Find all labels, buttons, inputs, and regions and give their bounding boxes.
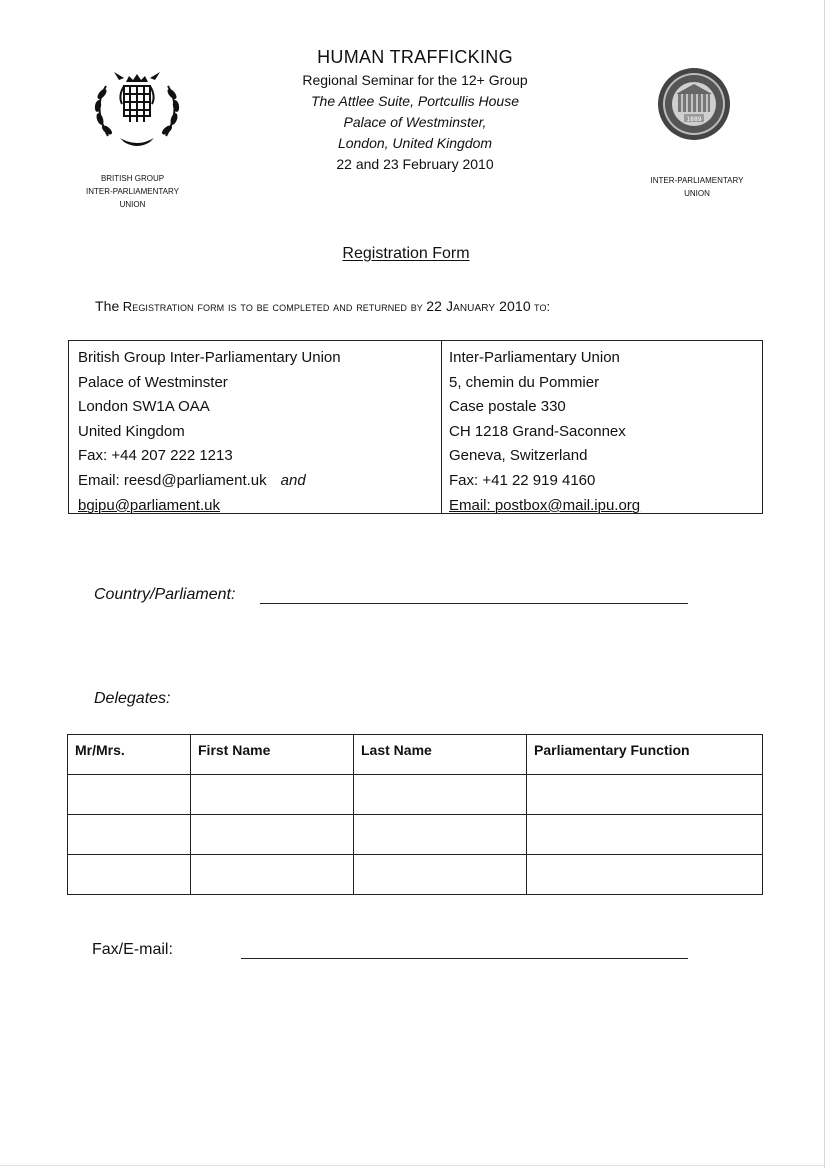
seal-year: 1889 xyxy=(686,116,702,123)
cell-function[interactable] xyxy=(527,815,763,855)
page-edge xyxy=(0,1165,825,1166)
ipu-address: Inter-Parliamentary Union 5, chemin du Pommier Case postale 330 CH 1218 Grand-Saconnex Geneva, Switzerland Fax: +41 22 919 4160 Email: postbox@mail.ipu.org xyxy=(449,349,641,514)
cell-first-name[interactable] xyxy=(191,775,354,815)
fax-email-label: Fax/E-mail: xyxy=(92,941,173,958)
portcullis-logo-icon xyxy=(84,66,190,150)
table-row xyxy=(68,775,763,815)
ipu-seal-icon xyxy=(656,66,732,142)
event-title: HUMAN TRAFFICKING xyxy=(317,47,513,67)
col-first-name: First Name xyxy=(191,735,354,775)
cell-first-name[interactable] xyxy=(191,855,354,895)
cell-last-name[interactable] xyxy=(354,815,527,855)
table-header-row xyxy=(68,735,763,775)
table-row xyxy=(68,855,763,895)
country-parliament-label: Country/Parliament: xyxy=(94,586,236,603)
form-title: Registration Form xyxy=(342,245,470,262)
cell-title[interactable] xyxy=(68,775,191,815)
event-subtitle: Regional Seminar for the 12+ Group xyxy=(302,72,528,88)
delegates-table xyxy=(67,734,763,895)
cell-last-name[interactable] xyxy=(354,775,527,815)
event-place: Palace of Westminster, xyxy=(343,114,487,130)
event-city: London, United Kingdom xyxy=(337,135,493,151)
cell-first-name[interactable] xyxy=(191,815,354,855)
logo-left-caption: BRITISH GROUP INTER-PARLIAMENTARY UNION xyxy=(86,174,179,209)
cell-function[interactable] xyxy=(527,775,763,815)
event-venue: The Attlee Suite, Portcullis House xyxy=(310,93,520,109)
col-last-name: Last Name xyxy=(354,735,527,775)
delegates-label: Delegates: xyxy=(94,690,171,707)
cell-last-name[interactable] xyxy=(354,855,527,895)
fax-email-field[interactable] xyxy=(241,958,688,959)
return-address-table xyxy=(68,340,763,514)
bgipu-address: British Group Inter-Parliamentary Union Palace of Westminster London SW1A OAA United Kingdom Fax: +44 207 222 1213 Email: reesd@parliament.uk and bgipu@parliament.uk xyxy=(69,341,442,513)
col-parliamentary-function: Parliamentary Function xyxy=(527,735,763,775)
col-title: Mr/Mrs. xyxy=(68,735,191,775)
country-parliament-field[interactable] xyxy=(260,603,688,604)
cell-title[interactable] xyxy=(68,855,191,895)
event-header xyxy=(250,46,580,175)
event-dates: 22 and 23 February 2010 xyxy=(336,156,494,172)
cell-function[interactable] xyxy=(527,855,763,895)
table-row xyxy=(68,815,763,855)
cell-title[interactable] xyxy=(68,815,191,855)
return-instruction: The Registration form is to be completed and returned by 22 January 2010 to: xyxy=(95,298,551,314)
logo-right-caption: INTER-PARLIAMENTARY UNION xyxy=(650,176,744,198)
